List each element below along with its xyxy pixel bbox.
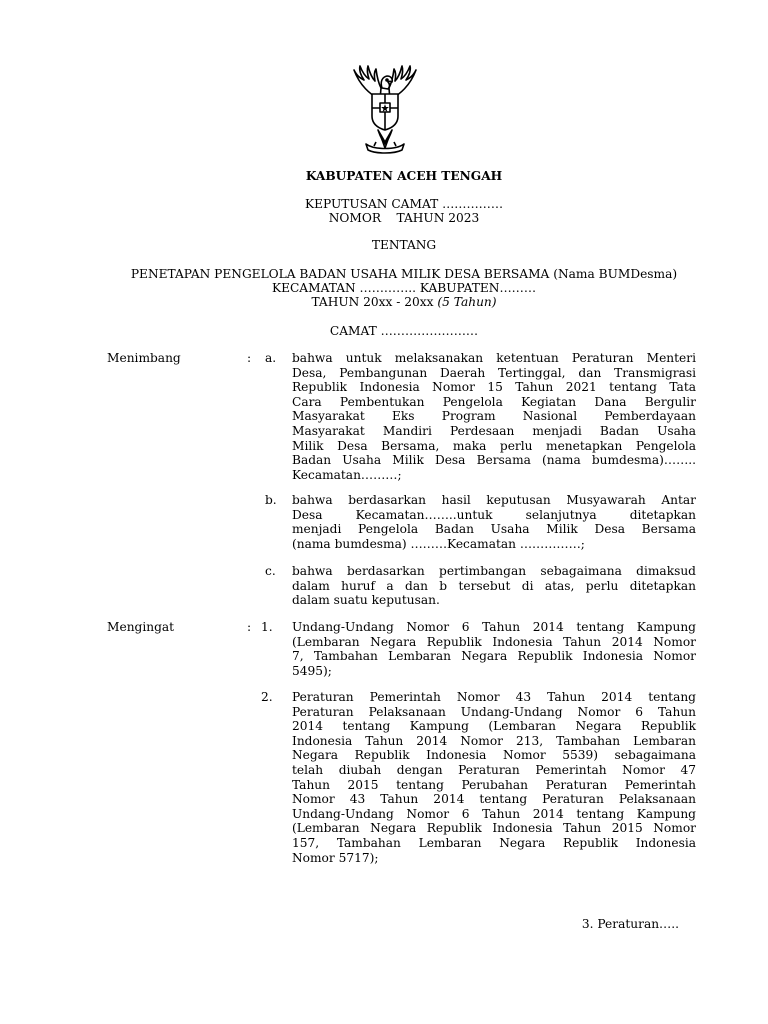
mengingat-item-2 [292, 690, 696, 865]
decree-title: KEPUTUSAN CAMAT …………… [304, 197, 504, 211]
text-line: dalam suatu keputusan. [292, 593, 440, 608]
mengingat-item-1 [292, 620, 696, 678]
text-line: Badan Usaha Milik Desa Bersama (nama bumdesma)…….. [292, 453, 696, 468]
text-line: Desa Kecamatan……..untuk selanjutnya ditetapkan [292, 507, 696, 522]
menimbang-item-a [292, 351, 696, 482]
menimbang-marker-b: b. [265, 493, 277, 507]
text-line: dalam huruf a dan b tersebut di atas, perlu ditetapkan [292, 578, 696, 593]
text-line: bahwa berdasarkan pertimbangan sebagaimana dimaksud [292, 564, 696, 578]
text-line: Tahun 2015 tentang Perubahan Peraturan Pemerintah [292, 777, 696, 792]
menimbang-marker-a: a. [265, 351, 277, 365]
text-line: Cara Pembentukan Pengelola Kegiatan Dana Bergulir [292, 394, 696, 409]
text-line: Peraturan Pelaksanaan Undang-Undang Nomor 6 Tahun [292, 704, 696, 719]
subject-duration: (5 Tahun) [437, 295, 497, 309]
text-line: Indonesia Tahun 2014 Nomor 213, Tambahan Lembaran [292, 733, 696, 748]
text-line: (Lembaran Negara Republik Indonesia Tahun 2015 Nomor [292, 821, 696, 836]
text-line: 5495); [292, 663, 332, 678]
text-line: Kecamatan………; [292, 467, 402, 482]
subject-line-1: PENETAPAN PENGELOLA BADAN USAHA MILIK DESA BERSAMA (Nama BUMDesma) [130, 267, 678, 281]
region-title: KABUPATEN ACEH TENGAH [305, 169, 503, 183]
text-line: Milik Desa Bersama, maka perlu menetapkan Pengelola [292, 438, 696, 453]
text-line: telah diubah dengan Peraturan Pemerintah Nomor 47 [292, 762, 696, 777]
garuda-emblem-icon [340, 58, 430, 158]
text-line: bahwa berdasarkan hasil keputusan Musyawarah Antar [292, 493, 696, 507]
mengingat-colon: : [247, 620, 252, 634]
menimbang-colon: : [247, 351, 252, 365]
text-line: 157, Tambahan Lembaran Negara Republik Indonesia [292, 835, 696, 850]
text-line: Desa, Pembangunan Daerah Tertinggal, dan Transmigrasi [292, 365, 696, 380]
subject-line-3 [0, 295, 768, 310]
text-line: Republik Indonesia Nomor 15 Tahun 2021 tentang Tata [292, 380, 696, 395]
page-continuation: 3. Peraturan….. [581, 917, 679, 931]
mengingat-marker-1: 1. [261, 620, 273, 634]
text-line: Peraturan Pemerintah Nomor 43 Tahun 2014 tentang [292, 690, 696, 704]
menimbang-label: Menimbang [107, 351, 181, 365]
text-line: (nama bumdesma) ………Kecamatan ……………; [292, 536, 585, 551]
text-line: bahwa untuk melaksanakan ketentuan Peraturan Menteri [292, 351, 696, 365]
text-line: Undang-Undang Nomor 6 Tahun 2014 tentang Kampung [292, 620, 696, 634]
text-line: Masyarakat Mandiri Perdesaan menjadi Badan Usaha [292, 423, 696, 438]
mengingat-marker-2: 2. [261, 690, 273, 704]
text-line: Negara Republik Indonesia Nomor 5539) sebagaimana [292, 748, 696, 763]
text-line: menjadi Pengelola Badan Usaha Milik Desa Bersama [292, 522, 696, 537]
subject-years: TAHUN 20xx - 20xx [311, 295, 438, 309]
text-line: 2014 tentang Kampung (Lembaran Negara Republik [292, 719, 696, 734]
text-line: Nomor 5717); [292, 850, 379, 865]
mengingat-label: Mengingat [107, 620, 175, 634]
subject-line-2: KECAMATAN ………….. KABUPATEN……… [271, 281, 537, 295]
menimbang-item-c [292, 564, 696, 608]
about-heading: TENTANG [371, 238, 437, 252]
menimbang-item-b [292, 493, 696, 551]
text-line: Masyarakat Eks Program Nasional Pemberdayaan [292, 409, 696, 424]
decree-number: NOMOR TAHUN 2023 [328, 211, 480, 225]
text-line: (Lembaran Negara Republik Indonesia Tahun 2014 Nomor [292, 634, 696, 649]
text-line: Nomor 43 Tahun 2014 tentang Peraturan Pelaksanaan [292, 792, 696, 807]
text-line: Undang-Undang Nomor 6 Tahun 2014 tentang Kampung [292, 806, 696, 821]
official-title: CAMAT …………………… [329, 324, 479, 338]
text-line: 7, Tambahan Lembaran Negara Republik Indonesia Nomor [292, 649, 696, 664]
menimbang-marker-c: c. [265, 564, 276, 578]
